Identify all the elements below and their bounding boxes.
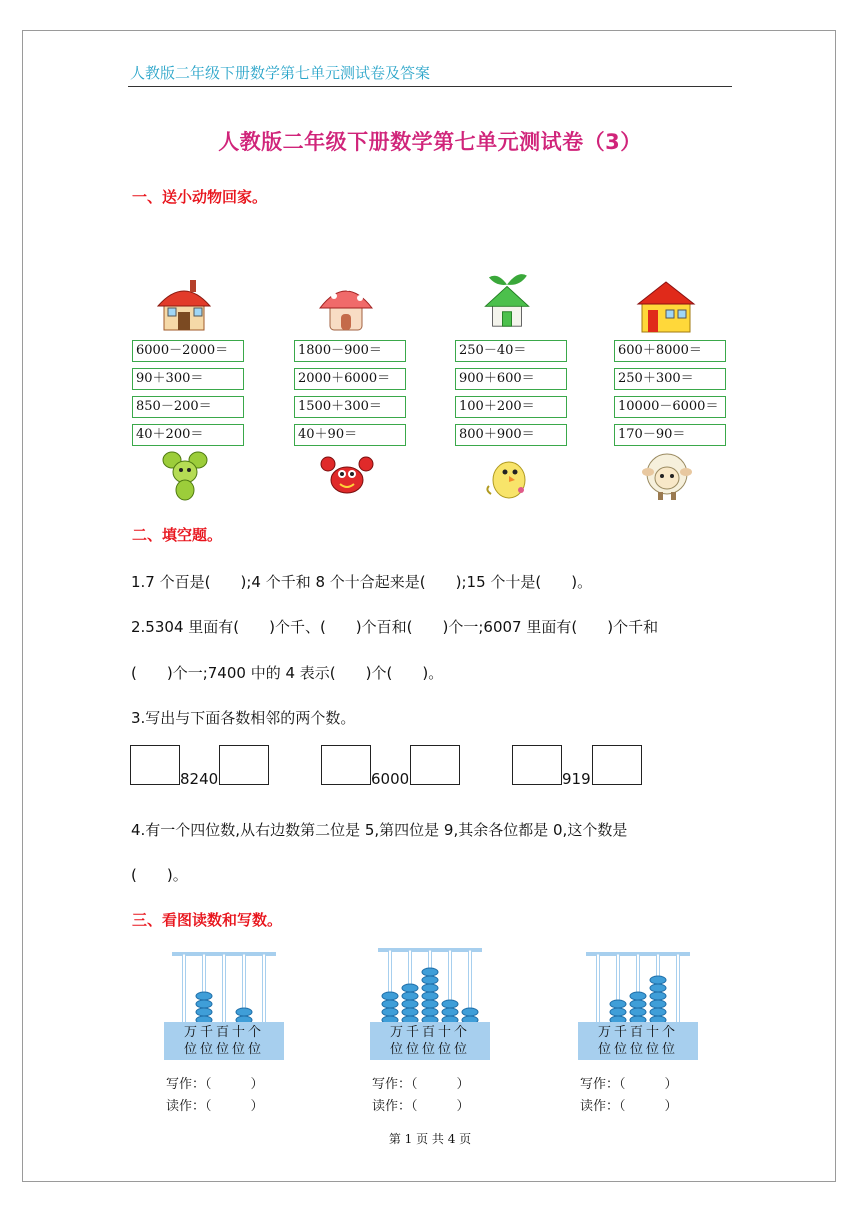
- abacus-bead: [422, 1000, 438, 1008]
- equation-box: 1500＋300＝: [294, 396, 406, 418]
- chick-icon: [481, 450, 535, 502]
- abacus-bead: [630, 1000, 646, 1008]
- abacus-bead: [650, 992, 666, 1000]
- answer-box[interactable]: [130, 745, 180, 785]
- abacus-bead: [462, 1008, 478, 1016]
- mushroom-house-icon: [316, 278, 376, 334]
- abacus-bead: [422, 984, 438, 992]
- equation-box: 90＋300＝: [132, 368, 244, 390]
- section3-heading: 三、看图读数和写数。: [132, 911, 283, 929]
- answer-box[interactable]: [321, 745, 371, 785]
- place-row-1: 万千百十个: [389, 1025, 470, 1040]
- section1-heading: 一、送小动物回家。: [132, 188, 268, 206]
- question-2-line1: 2.5304 里面有( )个千、( )个百和( )个一;6007 里面有( )个千和: [131, 618, 659, 636]
- abacus-bead: [650, 1008, 666, 1016]
- abacus-rod: [597, 954, 600, 1024]
- running-header: 人教版二年级下册数学第七单元测试卷及答案: [130, 64, 431, 82]
- abacus-rod: [677, 954, 680, 1024]
- abacus-bead: [402, 1008, 418, 1016]
- abacus-2: [370, 946, 490, 1056]
- abacus-bead: [196, 1000, 212, 1008]
- equation-box: 250－40＝: [455, 340, 567, 362]
- place-row-2: 位位位位位: [597, 1042, 678, 1057]
- abacus-bead: [422, 1008, 438, 1016]
- question-1: 1.7 个百是( );4 个千和 8 个十合起来是( );15 个十是( )。: [131, 573, 593, 591]
- abacus-place-labels: [370, 1022, 490, 1060]
- answer-box[interactable]: [219, 745, 269, 785]
- yellow-house-icon: [636, 278, 696, 334]
- header-rule: [128, 86, 732, 87]
- abacus-bead: [422, 968, 438, 976]
- write-answer-1: 写作：（ ）: [166, 1077, 264, 1092]
- sheep-icon: [640, 450, 694, 502]
- abacus-bead: [610, 1000, 626, 1008]
- place-row-2: 位位位位位: [183, 1042, 264, 1057]
- abacus-bead: [382, 1008, 398, 1016]
- equation-box: 100＋200＝: [455, 396, 567, 418]
- abacus-bead: [650, 1000, 666, 1008]
- red-house-icon: [154, 278, 214, 334]
- abacus-bead: [236, 1008, 252, 1016]
- equation-box: 2000＋6000＝: [294, 368, 406, 390]
- answer-box[interactable]: [410, 745, 460, 785]
- abacus-rod: [263, 954, 266, 1024]
- abacus-place-labels: [164, 1022, 284, 1060]
- abacus-bead: [630, 992, 646, 1000]
- equation-box: 6000－2000＝: [132, 340, 244, 362]
- abacus-bead: [422, 976, 438, 984]
- equation-box: 40＋90＝: [294, 424, 406, 446]
- question-4-line2: ( )。: [131, 866, 188, 884]
- abacus-rod: [183, 954, 186, 1024]
- section2-heading: 二、填空题。: [132, 526, 223, 544]
- question-3: 3.写出与下面各数相邻的两个数。: [131, 709, 356, 727]
- page-title: 人教版二年级下册数学第七单元测试卷（3）: [218, 130, 642, 154]
- read-answer-1: 读作：（ ）: [166, 1099, 264, 1114]
- abacus-bead: [402, 992, 418, 1000]
- abacus-bead: [630, 1008, 646, 1016]
- abacus-bead: [402, 1000, 418, 1008]
- abacus-rods: [164, 950, 284, 1024]
- abacus-rod: [223, 954, 226, 1024]
- answer-box[interactable]: [512, 745, 562, 785]
- abacus-bead: [382, 1000, 398, 1008]
- neighbor-number: 8240: [180, 770, 219, 788]
- neighbor-number: 919: [562, 770, 591, 788]
- read-answer-2: 读作：（ ）: [372, 1099, 470, 1114]
- equation-box: 250＋300＝: [614, 368, 726, 390]
- abacus-place-labels: [578, 1022, 698, 1060]
- abacus-3: [578, 950, 698, 1060]
- abacus-bead: [402, 984, 418, 992]
- question-2-line2: ( )个一;7400 中的 4 表示( )个( )。: [131, 664, 444, 682]
- write-answer-2: 写作：（ ）: [372, 1077, 470, 1092]
- abacus-bead: [196, 992, 212, 1000]
- abacus-bead: [650, 976, 666, 984]
- write-answer-3: 写作：（ ）: [580, 1077, 678, 1092]
- mouse-icon: [158, 450, 212, 502]
- place-row-2: 位位位位位: [389, 1042, 470, 1057]
- equation-box: 600＋8000＝: [614, 340, 726, 362]
- place-row-1: 万千百十个: [597, 1025, 678, 1040]
- abacus-bead: [382, 992, 398, 1000]
- equation-box: 800＋900＝: [455, 424, 567, 446]
- abacus-bead: [196, 1008, 212, 1016]
- question-4-line1: 4.有一个四位数,从右边数第二位是 5,第四位是 9,其余各位都是 0,这个数是: [131, 821, 628, 839]
- place-row-1: 万千百十个: [183, 1025, 264, 1040]
- equation-box: 10000－6000＝: [614, 396, 726, 418]
- equation-box: 170－90＝: [614, 424, 726, 446]
- abacus-bead: [610, 1008, 626, 1016]
- equation-box: 1800－900＝: [294, 340, 406, 362]
- abacus-bead: [442, 1008, 458, 1016]
- neighbor-number: 6000: [371, 770, 410, 788]
- abacus-rods: [578, 950, 698, 1024]
- page-footer: 第 1 页 共 4 页: [388, 1132, 472, 1146]
- leaf-house-icon: [477, 272, 537, 328]
- abacus-bead: [422, 992, 438, 1000]
- abacus-1: [164, 950, 284, 1060]
- abacus-bead: [650, 984, 666, 992]
- abacus-bead: [442, 1000, 458, 1008]
- answer-box[interactable]: [592, 745, 642, 785]
- crab-icon: [320, 450, 374, 502]
- read-answer-3: 读作：（ ）: [580, 1099, 678, 1114]
- equation-box: 40＋200＝: [132, 424, 244, 446]
- equation-box: 900＋600＝: [455, 368, 567, 390]
- equation-box: 850－200＝: [132, 396, 244, 418]
- abacus-rods: [370, 946, 490, 1024]
